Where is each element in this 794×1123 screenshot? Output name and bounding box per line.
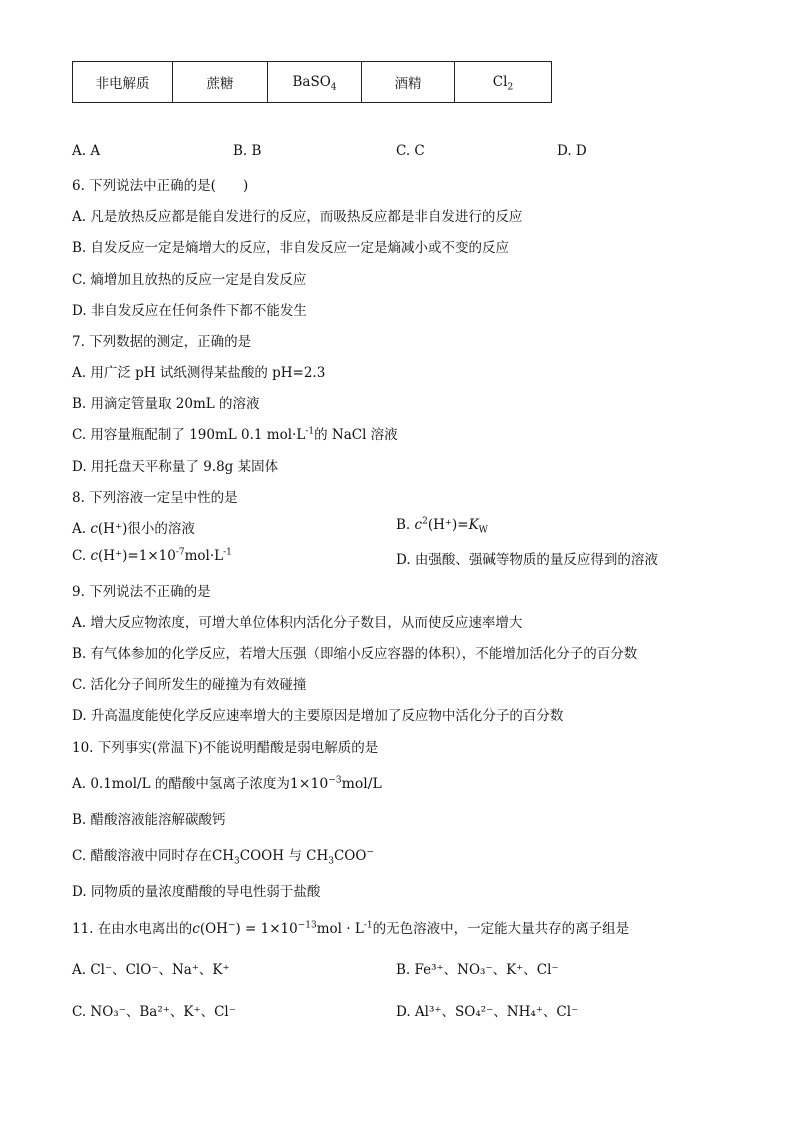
table-cell: $Cl_2$ xyxy=(455,62,552,103)
q8-option-d: D. 由强酸、强碱等物质的量反应得到的溶液 xyxy=(396,552,658,568)
table-cell: 非电解质 xyxy=(73,62,173,103)
q11-option-a: A. Cl⁻、ClO⁻、Na⁺、K⁺ xyxy=(72,962,230,978)
q11-option-d: D. Al³⁺、SO₄²⁻、NH₄⁺、Cl⁻ xyxy=(396,1004,579,1020)
q5-option-a: A. A xyxy=(72,143,101,159)
classification-table xyxy=(72,61,552,103)
q9-option-a: A. 增大反应物浓度，可增大单位体积内活化分子数目，从而使反应速率增大 xyxy=(72,615,523,631)
q6-stem: 6. 下列说法中正确的是( ) xyxy=(72,178,249,194)
q10-stem: 10. 下列事实(常温下)不能说明醋酸是弱电解质的是 xyxy=(72,740,379,756)
q6-option-a: A. 凡是放热反应都是能自发进行的反应，而吸热反应都是非自发进行的反应 xyxy=(72,209,523,225)
table-cell: BaSO$_4$ xyxy=(268,62,362,103)
q9-stem: 9. 下列说法不正确的是 xyxy=(72,584,211,600)
q9-option-b: B. 有气体参加的化学反应，若增大压强（即缩小反应容器的体积），不能增加活化分子的百分数 xyxy=(72,646,638,662)
q10-option-c: C. 醋酸溶液中同时存在$CH_3COOH$ 与 $CH_3COO^-$ xyxy=(72,847,374,867)
q8-option-c: C. $c(H^+)=1\times 10^{-7}mol\cdot L^{-1}$ xyxy=(72,547,232,564)
q7-option-b: B. 用滴定管量取 20mL 的溶液 xyxy=(72,396,260,412)
q9-option-c: C. 活化分子间所发生的碰撞为有效碰撞 xyxy=(72,677,307,693)
q8-stem: 8. 下列溶液一定呈中性的是 xyxy=(72,490,238,506)
q11-option-c: C. NO₃⁻、Ba²⁺、K⁺、Cl⁻ xyxy=(72,1004,236,1020)
q6-option-b: B. 自发反应一定是熵增大的反应，非自发反应一定是熵减小或不变的反应 xyxy=(72,240,510,256)
q5-option-c: C. C xyxy=(396,143,425,159)
q8-option-b: B. $c^2(H^+)=K_W$ xyxy=(396,516,488,536)
q5-option-d: D. D xyxy=(557,143,587,159)
q10-option-a: A. 0.1mol/L 的醋酸中氢离子浓度为$1\times 10^{-3}mol/L$ xyxy=(72,775,382,792)
q5-option-b: B. B xyxy=(233,143,262,159)
q7-option-a: A. 用广泛 pH 试纸测得某盐酸的 pH=2.3 xyxy=(72,365,326,381)
q6-option-c: C. 熵增加且放热的反应一定是自发反应 xyxy=(72,272,307,288)
q10-option-b: B. 醋酸溶液能溶解碳酸钙 xyxy=(72,812,226,828)
q7-option-d: D. 用托盘天平称量了 9.8g 某固体 xyxy=(72,459,279,475)
table-cell: 酒精 xyxy=(362,62,455,103)
q9-option-d: D. 升高温度能使化学反应速率增大的主要原因是增加了反应物中活化分子的百分数 xyxy=(72,708,564,724)
table-row xyxy=(73,62,552,103)
q7-option-c: C. 用容量瓶配制了 190mL 0.1 $mol\cdot L^{-1}$的 NaCl 溶液 xyxy=(72,426,398,443)
table-cell: 蔗糖 xyxy=(173,62,268,103)
q7-stem: 7. 下列数据的测定，正确的是 xyxy=(72,334,252,350)
q10-option-d: D. 同物质的量浓度醋酸的导电性弱于盐酸 xyxy=(72,884,321,900)
q11-option-b: B. Fe³⁺、NO₃⁻、K⁺、Cl⁻ xyxy=(396,962,559,978)
q8-option-a: A. c(H⁺)很小的溶液 xyxy=(72,521,195,537)
q11-stem: 11. 在由水电离出的$c(OH^-) = 1\times 10^{-13}mol \cdot L^{-1}$的无色溶液中，一定能大量共存的离子组是 xyxy=(72,920,630,937)
q6-option-d: D. 非自发反应在任何条件下都不能发生 xyxy=(72,303,307,319)
